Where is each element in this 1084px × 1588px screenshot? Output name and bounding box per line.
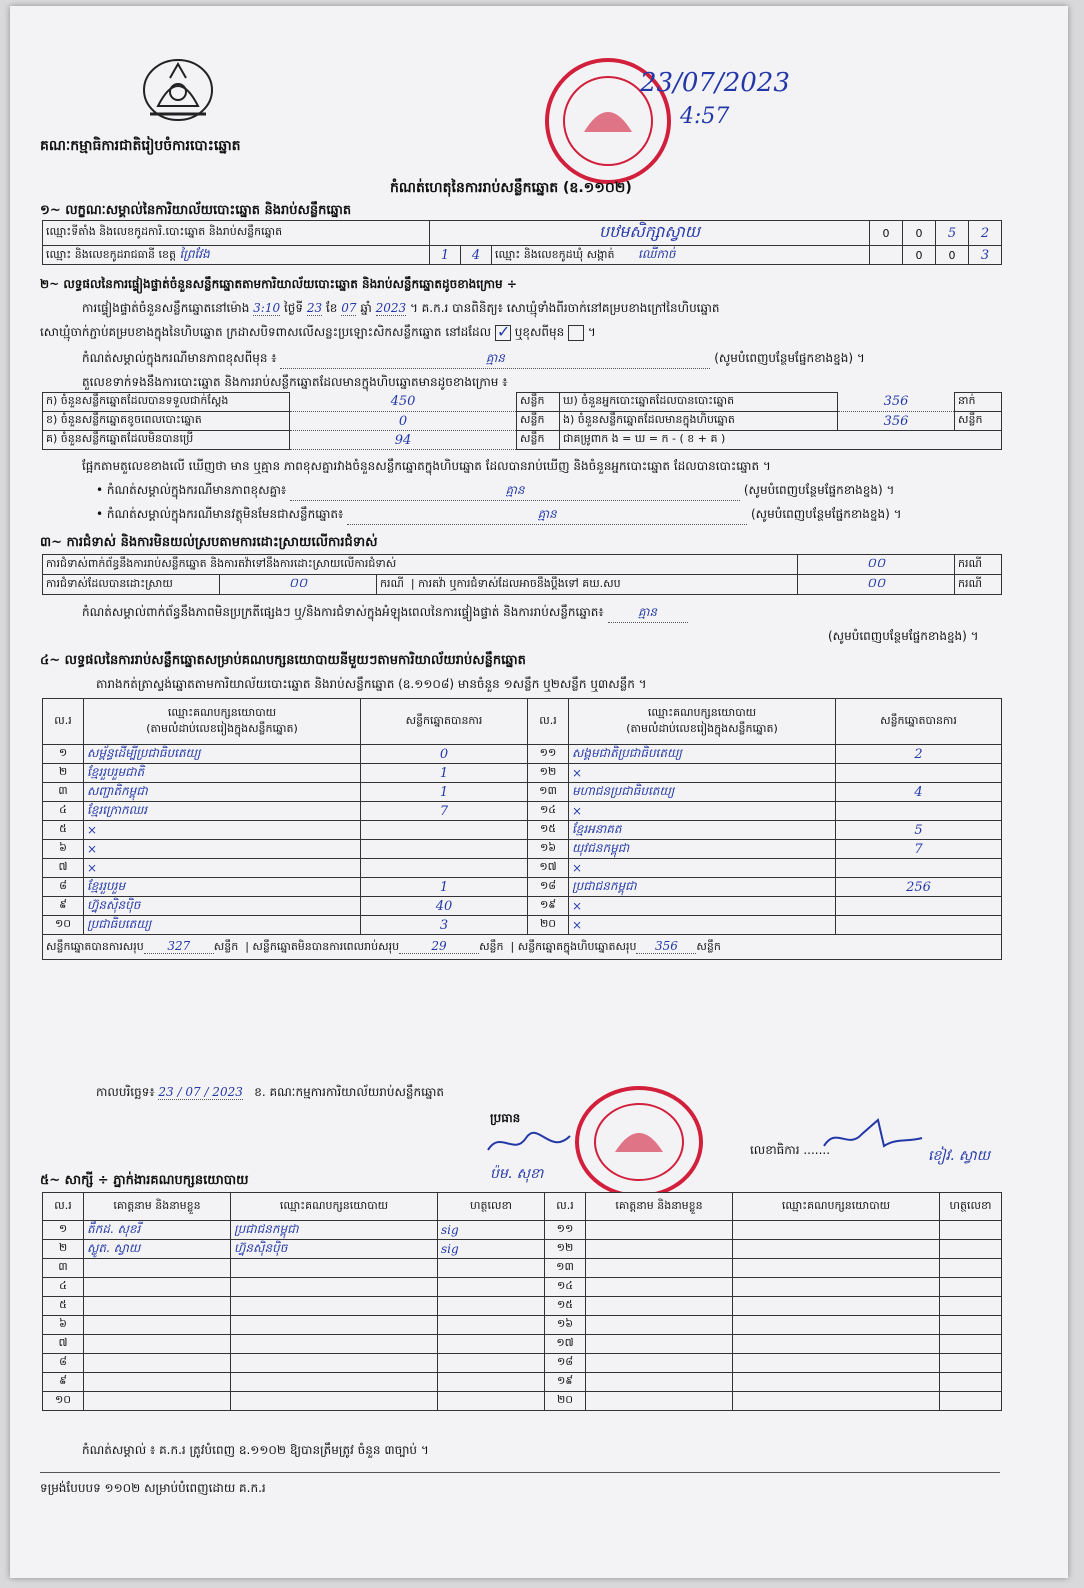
party-name: ខ្មែរក្រោកឈរ (84, 802, 361, 821)
witness-name (84, 1316, 231, 1335)
witness-name: ស្លូត. ស្វាយ (84, 1240, 231, 1259)
party-no: ៨ (43, 878, 84, 897)
party-name: ខ្មែររួបរួមជាតិ (84, 764, 361, 783)
form-footer: ទម្រង់បែបបទ ១១០២ សម្រាប់បំពេញដោយ គ.ក.រ (40, 1481, 266, 1495)
party-votes (836, 859, 1002, 878)
kho-value: 356 (838, 393, 955, 412)
party-name: ប្រជាធិបតេយ្យ (84, 916, 361, 935)
witness-no: ៦ (43, 1316, 84, 1335)
section3-title: ៣~ ការជំទាស់ និងការមិនយល់ស្របតាមការដោះស្រាយលើការជំទាស់ (40, 535, 378, 550)
total-invalid: 29 (399, 939, 479, 954)
party-votes: 40 (361, 897, 528, 916)
complaints-value: ០០ (798, 555, 955, 575)
party-no: ១៤ (528, 802, 569, 821)
witness-signature: sig (438, 1221, 545, 1240)
day-label: ថ្ងៃទី (283, 301, 303, 315)
resolved-value: ០០ (220, 575, 377, 595)
party-result-row (43, 802, 1002, 821)
party-no: ១៦ (528, 840, 569, 859)
party-name: × (569, 802, 836, 821)
witness-party (231, 1335, 438, 1354)
party-name: × (569, 897, 836, 916)
party-result-row (43, 821, 1002, 840)
witness-signature (940, 1240, 1002, 1259)
witness-col-name-left: គោត្តនាម និងនាមខ្លួន (84, 1193, 231, 1221)
witness-no: ៧ (43, 1335, 84, 1354)
kha-unit: សន្លឹក (517, 412, 560, 431)
ka-label: ក) ចំនួនសន្លឹកឆ្នោតដែលបានទទួលជាក់ស្តែង (43, 393, 290, 412)
party-no: ១១ (528, 745, 569, 764)
commune-code-3: 3 (969, 246, 1002, 265)
received-date-note: 23/07/2023 (640, 68, 790, 98)
witness-col-sign-left: ហត្ថលេខា (438, 1193, 545, 1221)
party-votes (836, 764, 1002, 783)
total-valid: 327 (144, 939, 214, 954)
party-votes: 7 (361, 802, 528, 821)
witness-no: ៤ (43, 1278, 84, 1297)
party-result-row (43, 859, 1002, 878)
witness-table (42, 1192, 1002, 1411)
appeal-value: ០០ (798, 575, 955, 595)
witness-no: ៥ (43, 1297, 84, 1316)
witness-signature (438, 1373, 545, 1392)
witness-party (733, 1221, 940, 1240)
witness-signature (438, 1392, 545, 1411)
witness-name (586, 1221, 733, 1240)
witness-no: ៣ (43, 1259, 84, 1278)
total-invalid-label: សន្លឹកឆ្នោតមិនបានការពេលរាប់សរុប (252, 939, 400, 953)
party-no: ៩ (43, 897, 84, 916)
witness-name (84, 1335, 231, 1354)
witness-name (586, 1316, 733, 1335)
witness-signature (940, 1297, 1002, 1316)
kho-unit: នាក់ (955, 393, 1002, 412)
footnote: កំណត់សម្គាល់ ៖ គ.ក.រ ត្រូវបំពេញ ឧ.១១០២ ឱ្យបានត្រឹមត្រូវ ចំនួន ៣ច្បាប់ ។ (82, 1443, 429, 1457)
bullet1-value: គ្មាន (290, 482, 740, 501)
witness-name (586, 1392, 733, 1411)
witness-no: ១០ (43, 1392, 84, 1411)
party-name: ប្រជាជនកម្ពុជា (569, 878, 836, 897)
total-box: 356 (636, 939, 696, 954)
witness-no: ៨ (43, 1354, 84, 1373)
witness-row (43, 1354, 1002, 1373)
party-votes (836, 802, 1002, 821)
witness-col-sign-right: ហត្ថលេខា (940, 1193, 1002, 1221)
party-votes (361, 821, 528, 840)
party-no: ៣ (43, 783, 84, 802)
province-code-2: 4 (461, 246, 492, 265)
complaints-case: ករណី (955, 555, 1002, 575)
kha-value: 0 (290, 412, 517, 431)
location-label: ឈ្មោះទីតាំង និងលេខកូដការិ.បោះឆ្នោត និងរាប់សន្លឹកឆ្នោត (43, 221, 430, 246)
irregularity-fill: (សូមបំពេញបន្ថែមផ្នែកខាងខ្នង) ។ (828, 629, 979, 643)
witness-party (733, 1240, 940, 1259)
witness-name (84, 1297, 231, 1316)
col-party-left (84, 699, 361, 745)
province-value: ព្រៃវែង (179, 247, 210, 261)
witness-name: តឹកដ. សុខរី (84, 1221, 231, 1240)
president-signature (480, 1126, 590, 1162)
witness-col-party-left: ឈ្មោះគណបក្សនយោបាយ (231, 1193, 438, 1221)
commune-code-1: 0 (903, 246, 936, 265)
witness-col-no-left: ល.រ (43, 1193, 84, 1221)
party-votes: 1 (361, 764, 528, 783)
location-value: បឋមសិក្សាស្វាយ (430, 221, 870, 246)
irregularity-label: កំណត់សម្គាល់ពាក់ព័ន្ធនឹងភាពមិនប្រក្រតីផ្សេងៗ ឬ/និងការជំទាស់ក្នុងអំឡុងពេលនៃការផ្ទៀងផ្ទាត់ និងការរាប់សន្លឹកឆ្នោត៖ (82, 605, 604, 619)
witness-row (43, 1335, 1002, 1354)
party-no: ១២ (528, 764, 569, 783)
witness-party (231, 1392, 438, 1411)
party-name: × (84, 859, 361, 878)
witness-party (733, 1335, 940, 1354)
witness-party (733, 1316, 940, 1335)
location-code-4: 2 (969, 221, 1002, 246)
witness-signature (438, 1297, 545, 1316)
party-name: សម្ព័ន្ធដើម្បីប្រជាធិបតេយ្យ (84, 745, 361, 764)
witness-signature (940, 1335, 1002, 1354)
witness-party (231, 1354, 438, 1373)
witness-signature (438, 1278, 545, 1297)
party-votes (836, 916, 1002, 935)
col-party-right (569, 699, 836, 745)
bullet1-line (96, 482, 1002, 501)
ko-label: គ) ចំនួនសន្លឹកឆ្នោតដែលមិនបានប្រើ (43, 431, 290, 450)
witness-signature (940, 1354, 1002, 1373)
witness-name (586, 1354, 733, 1373)
total-box-label: សន្លឹកឆ្នោតក្នុងហិបឆ្នោតសរុប (517, 939, 637, 953)
witness-name (84, 1373, 231, 1392)
witness-no: ១៩ (545, 1373, 586, 1392)
witness-signature (940, 1221, 1002, 1240)
verification-label: ការផ្ទៀងផ្ទាត់ចំនួនសន្លឹកឆ្នោតនៅម៉ោង (82, 301, 250, 315)
bullet1-fill: (សូមបំពេញបន្ថែមផ្នែកខាងខ្នង) ។ (743, 483, 895, 497)
party-name: × (84, 821, 361, 840)
witness-no: ២ (43, 1240, 84, 1259)
party-votes: 5 (836, 821, 1002, 840)
location-code-2: 0 (903, 221, 936, 246)
party-name: ខ្មែររួបរួម (84, 878, 361, 897)
ko-unit: សន្លឹក (517, 431, 560, 450)
verification-time: 3:10 (253, 301, 281, 315)
party-votes: 1 (361, 878, 528, 897)
party-name: × (569, 859, 836, 878)
compare-line: ផ្អែកតាមតួលេខខាងលើ ឃើញថា មាន ឬគ្មាន ភាពខុសគ្នារវាងចំនួនសន្លឹកឆ្នោតក្នុងហិបឆ្នោត ដែលបានរាប់ឃើញ និងចំនួនអ្នកបោះឆ្នោត ដែលបានបោះឆ្នោត ។ (82, 459, 771, 473)
witness-party (231, 1316, 438, 1335)
formula: ជាគម្រូពាក ង = ឃ = ក - ( ខ + គ ) (560, 431, 1002, 450)
witness-signature: sig (438, 1240, 545, 1259)
commune-value: ឈើកាច់ (638, 247, 676, 261)
party-no: ៦ (43, 840, 84, 859)
difference-note-label: កំណត់សម្គាល់ក្នុងករណីមានភាពខុសពីមុន ៖ (82, 351, 277, 365)
irregularity-note (82, 604, 688, 623)
bullet2-fill: (សូមបំពេញបន្ថែមផ្នែកខាងខ្នង) ។ (750, 507, 902, 521)
party-no: ១០ (43, 916, 84, 935)
col-party-right-title: ឈ្មោះគណបក្សនយោបាយ (647, 705, 757, 719)
witness-party (231, 1259, 438, 1278)
witness-row (43, 1221, 1002, 1240)
seal-text: សោឃ្មុំចាក់ភ្ជាប់គម្របខាងក្នុងនៃហិបឆ្នោត ក្រដាសបិទពាសលើសន្លះប្រឡោះសិកសន្លឹកឆ្នោត នៅដដែល (40, 325, 492, 339)
party-name: ខ្មែរអនាគត (569, 821, 836, 840)
witness-col-party-right: ឈ្មោះគណបក្សនយោបាយ (733, 1193, 940, 1221)
irregularity-value: គ្មាន (608, 604, 688, 623)
col-party-left-sub: (តាមលំដាប់លេខរៀងក្នុងសន្លឹកឆ្នោត) (146, 721, 298, 735)
date-label: កាលបរិច្ឆេទ៖ (96, 1085, 155, 1099)
difference-note-value: គ្មាន (280, 350, 710, 369)
party-name: × (84, 840, 361, 859)
witness-signature (940, 1259, 1002, 1278)
party-result-row (43, 897, 1002, 916)
col-no-right: ល.រ (528, 699, 569, 745)
party-votes: 0 (361, 745, 528, 764)
witness-name (84, 1278, 231, 1297)
witness-no: ១៣ (545, 1259, 586, 1278)
party-name: យុវជនកម្ពុជា (569, 840, 836, 859)
col-votes-left: សន្លឹកឆ្នោតបានការ (361, 699, 528, 745)
witness-no: ១៦ (545, 1316, 586, 1335)
party-no: ១៩ (528, 897, 569, 916)
complaints-table (42, 554, 1002, 595)
complaints-label: ការជំទាស់ពាក់ព័ន្ធនឹងការរាប់សន្លឹកឆ្នោត និងការតវ៉ាទៅនឹងការដោះស្រាយលើការជំទាស់ (43, 555, 798, 575)
party-no: ៤ (43, 802, 84, 821)
party-votes (361, 859, 528, 878)
witness-signature (438, 1335, 545, 1354)
month-label: ខែ (325, 301, 338, 315)
section4-intro: តារាងកត់ត្រាស្ទង់ឆ្នោតតាមការិយាល័យបោះឆ្នោត និងរាប់សន្លឹកឆ្នោត (ឧ.១១០៨) មានចំនួន ១សន្លឹក ឬ២សន្លឹក ឬ៣សន្លឹក ។ (96, 677, 647, 691)
witness-row (43, 1392, 1002, 1411)
bullet2-line (96, 506, 1002, 525)
col-party-left-title: ឈ្មោះគណបក្សនយោបាយ (167, 705, 277, 719)
ngo-value: 356 (838, 412, 955, 431)
ballot-figures-table (42, 392, 1002, 450)
party-votes: 4 (836, 783, 1002, 802)
kho-label: ឃ) ចំនួនអ្នកបោះឆ្នោតដែលបានបោះឆ្នោត (560, 393, 838, 412)
secretary-signature (818, 1116, 928, 1156)
unchanged-checkbox[interactable] (495, 325, 511, 341)
witness-no: ១៤ (545, 1278, 586, 1297)
fill-more-note: (សូមបំពេញបន្ថែមផ្នែកខាងខ្នង) ។ (714, 351, 865, 365)
president-title: ប្រធាន (490, 1111, 521, 1125)
bullet1-label: • កំណត់សម្គាល់ក្នុងករណីមានភាពខុសគ្នា៖ (96, 483, 287, 497)
verification-day: 23 (306, 301, 323, 315)
org-name: គណៈកម្មាធិការជាតិរៀបចំការបោះឆ្នោត (40, 138, 241, 154)
witness-name (586, 1278, 733, 1297)
party-name: សញ្ជាតិកម្ពុជា (84, 783, 361, 802)
witness-signature (940, 1392, 1002, 1411)
witness-party (733, 1278, 940, 1297)
party-no: ១ (43, 745, 84, 764)
ka-value: 450 (290, 393, 517, 412)
col-no-left: ល.រ (43, 699, 84, 745)
year-label: ឆ្នាំ (360, 301, 372, 315)
province-label: ឈ្មោះ និងលេខកូដរាជធានី ខេត្ត (46, 248, 176, 261)
ko-value: 94 (290, 431, 517, 450)
verification-line (82, 300, 720, 318)
party-no: ៧ (43, 859, 84, 878)
witness-no: ១៨ (545, 1354, 586, 1373)
footer-divider (40, 1472, 1000, 1473)
total-valid-label: សន្លឹកឆ្នោតបានការសរុប (46, 939, 144, 953)
ngo-unit: សន្លឹក (955, 412, 1002, 431)
party-no: ២០ (528, 916, 569, 935)
party-votes: 256 (836, 878, 1002, 897)
witness-no: ៩ (43, 1373, 84, 1392)
witness-no: ២០ (545, 1392, 586, 1411)
appeal-text: ការតវ៉ា ឬការជំទាស់ដែលអាចនឹងប្តឹងទៅ គឃ.សប (418, 576, 621, 590)
commune-code-2: 0 (936, 246, 969, 265)
witness-no: ១២ (545, 1240, 586, 1259)
secretary-title: លេខាធិការ ....... (750, 1143, 831, 1157)
witness-row (43, 1240, 1002, 1259)
witness-no: ១ (43, 1221, 84, 1240)
witness-signature (940, 1316, 1002, 1335)
commune-cell (492, 246, 870, 265)
difference-note-line (82, 350, 1002, 369)
witness-party: ប្រជាជនកម្ពុជា (231, 1221, 438, 1240)
kha-label: ខ) ចំនួនសន្លឹកឆ្នោតខូចពេលបោះឆ្នោត (43, 412, 290, 431)
party-no: ១៧ (528, 859, 569, 878)
witness-signature (940, 1278, 1002, 1297)
president-name: ប៉ម. សុខា (490, 1166, 544, 1182)
party-result-row (43, 745, 1002, 764)
witness-name (586, 1297, 733, 1316)
date-value: 23 / 07 / 2023 (158, 1085, 243, 1099)
form-paper (10, 6, 1068, 1578)
appeal-label: ករណី | ការតវ៉ា ឬការជំទាស់ដែលអាចនឹងប្តឹងទៅ គឃ.សប (377, 575, 798, 595)
party-votes: 1 (361, 783, 528, 802)
party-votes (361, 840, 528, 859)
witness-row (43, 1297, 1002, 1316)
party-result-row (43, 916, 1002, 935)
witness-signature (438, 1259, 545, 1278)
commune-label: ឈ្មោះ និងលេខកូដឃុំ សង្កាត់ (495, 248, 615, 261)
witness-party: ហ្វ៊ុនស៊ិនប៉ិច (231, 1240, 438, 1259)
seal-line: សោឃ្មុំចាក់ភ្ជាប់គម្របខាងក្នុងនៃហិបឆ្នោត ក្រដាសបិទពាសលើសន្លះប្រឡោះសិកសន្លឹកឆ្នោត នៅដដែល ✓ ឬខុសពីមុន ។ (40, 324, 596, 342)
witness-name (84, 1259, 231, 1278)
witness-party (231, 1297, 438, 1316)
witness-party (733, 1373, 940, 1392)
party-name: × (569, 916, 836, 935)
witness-party (733, 1354, 940, 1373)
witness-row (43, 1373, 1002, 1392)
witness-row (43, 1278, 1002, 1297)
totals-row: សន្លឹកឆ្នោតបានការសរុប 327 សន្លឹក | សន្លឹកឆ្នោតមិនបានការពេលរាប់សរុប 29 សន្លឹក | សន្លឹកឆ្នោតក្នុងហិបឆ្នោតសរុប 356 សន្លឹក (43, 935, 1002, 960)
witness-name (586, 1335, 733, 1354)
witness-party (231, 1278, 438, 1297)
witness-name (586, 1373, 733, 1392)
verification-month: 07 (341, 301, 357, 315)
resolved-label: ការជំទាស់ដែលបានដោះស្រាយ (43, 575, 220, 595)
witness-party (733, 1259, 940, 1278)
col-party-right-sub: (តាមលំដាប់លេខរៀងក្នុងសន្លឹកឆ្នោត) (626, 721, 778, 735)
party-result-row (43, 878, 1002, 897)
resolved-case: ករណី (380, 576, 404, 590)
party-result-row (43, 783, 1002, 802)
party-results-table (42, 698, 1002, 960)
party-name: សង្គមជាតិប្រជាធិបតេយ្យ (569, 745, 836, 764)
party-name: មហាជនប្រជាធិបតេយ្យ (569, 783, 836, 802)
verification-year: 2023 (375, 301, 407, 315)
witness-name (586, 1240, 733, 1259)
section1-title: ១~ លក្ខណៈសម្គាល់នៃការិយាល័យបោះឆ្នោត និងរាប់សន្លឹកឆ្នោត (40, 203, 352, 218)
province-code-1: 1 (430, 246, 461, 265)
received-time-note: 4:57 (680, 104, 730, 129)
total-invalid-unit: សន្លឹក (479, 939, 504, 953)
witness-no: ១១ (545, 1221, 586, 1240)
committee-label: ខ. គណៈកម្មការការិយាល័យរាប់សន្លឹកឆ្នោត (254, 1085, 445, 1099)
party-no: ២ (43, 764, 84, 783)
witness-name (586, 1259, 733, 1278)
total-box-unit: សន្លឹក (696, 939, 721, 953)
total-valid-unit: សន្លឹក (213, 939, 239, 953)
witness-party (231, 1373, 438, 1392)
location-code-1: 0 (870, 221, 903, 246)
section4-title: ៤~ លទ្ធផលនៃការរាប់សន្លឹកឆ្នោតសម្រាប់គណបក្សនយោបាយនីមួយៗតាមការិយាល័យរាប់សន្លឹកឆ្នោត (40, 653, 526, 668)
ngo-label: ង) ចំនួនសន្លឹកឆ្នោតដែលមានក្នុងហិបឆ្នោត (560, 412, 838, 431)
verification-tail: ។ គ.ក.រ បានពិនិត្យ៖ សោឃ្មុំទាំងពីរចាក់នៅគម្របខាងក្រៅនៃហិបឆ្នោត (409, 301, 720, 315)
date-line (96, 1084, 444, 1102)
party-result-row (43, 840, 1002, 859)
form-title: កំណត់ហេតុនៃការរាប់សន្លឹកឆ្នោត (ឧ.១១០២) (390, 180, 632, 196)
witness-party (733, 1297, 940, 1316)
witness-col-no-right: ល.រ (545, 1193, 586, 1221)
figures-intro: តួលេខទាក់ទងនឹងការបោះឆ្នោត និងការរាប់សន្លឹកឆ្នោតដែលមានក្នុងហិបឆ្នោតមានដូចខាងក្រោម ៖ (82, 375, 508, 389)
province-cell (43, 246, 430, 265)
party-no: ១៥ (528, 821, 569, 840)
witness-signature (940, 1373, 1002, 1392)
bullet2-label: • កំណត់សម្គាល់ក្នុងករណីមានវត្ថុមិនមែនជាសន្លឹកឆ្នោត៖ (96, 507, 344, 521)
witness-no: ១៥ (545, 1297, 586, 1316)
party-name: ហ្វ៊ុនស៊ិនប៉ិច (84, 897, 361, 916)
col-votes-right: សន្លឹកឆ្នោតបានការ (836, 699, 1002, 745)
ka-unit: សន្លឹក (517, 393, 560, 412)
secretary-label: លេខាធិការ (750, 1143, 800, 1157)
witness-name (84, 1392, 231, 1411)
different-label: ឬខុសពីមុន (514, 325, 565, 339)
witness-name (84, 1354, 231, 1373)
appeal-case: ករណី (955, 575, 1002, 595)
party-name: × (569, 764, 836, 783)
bullet2-value: គ្មាន (347, 506, 747, 525)
section5-title: ៥~ សាក្សី ÷ ភ្នាក់ងារគណបក្សនយោបាយ (40, 1173, 249, 1188)
location-code-3: 5 (936, 221, 969, 246)
witness-row (43, 1316, 1002, 1335)
witness-row (43, 1259, 1002, 1278)
location-table (42, 220, 1002, 265)
party-votes (836, 897, 1002, 916)
party-result-row (43, 764, 1002, 783)
different-checkbox[interactable] (568, 325, 584, 341)
witness-signature (438, 1316, 545, 1335)
party-votes: 2 (836, 745, 1002, 764)
party-no: ១៨ (528, 878, 569, 897)
section2-title: ២~ លទ្ធផលនៃការផ្ទៀងផ្ទាត់ចំនួនសន្លឹកឆ្នោតតាមការិយាល័យបោះឆ្នោត និងរាប់សន្លឹកឆ្នោតដូចខាងក្រោម ÷ (40, 277, 517, 291)
witness-signature (438, 1354, 545, 1373)
nec-emblem (140, 56, 216, 124)
witness-col-name-right: គោត្តនាម និងនាមខ្លួន (586, 1193, 733, 1221)
party-no: ១៣ (528, 783, 569, 802)
witness-no: ១៧ (545, 1335, 586, 1354)
secretary-name: ខៀវ. ស្វាយ (928, 1148, 990, 1164)
party-no: ៥ (43, 821, 84, 840)
party-votes: 3 (361, 916, 528, 935)
witness-party (733, 1392, 940, 1411)
official-stamp-bottom (575, 1086, 703, 1198)
party-votes: 7 (836, 840, 1002, 859)
